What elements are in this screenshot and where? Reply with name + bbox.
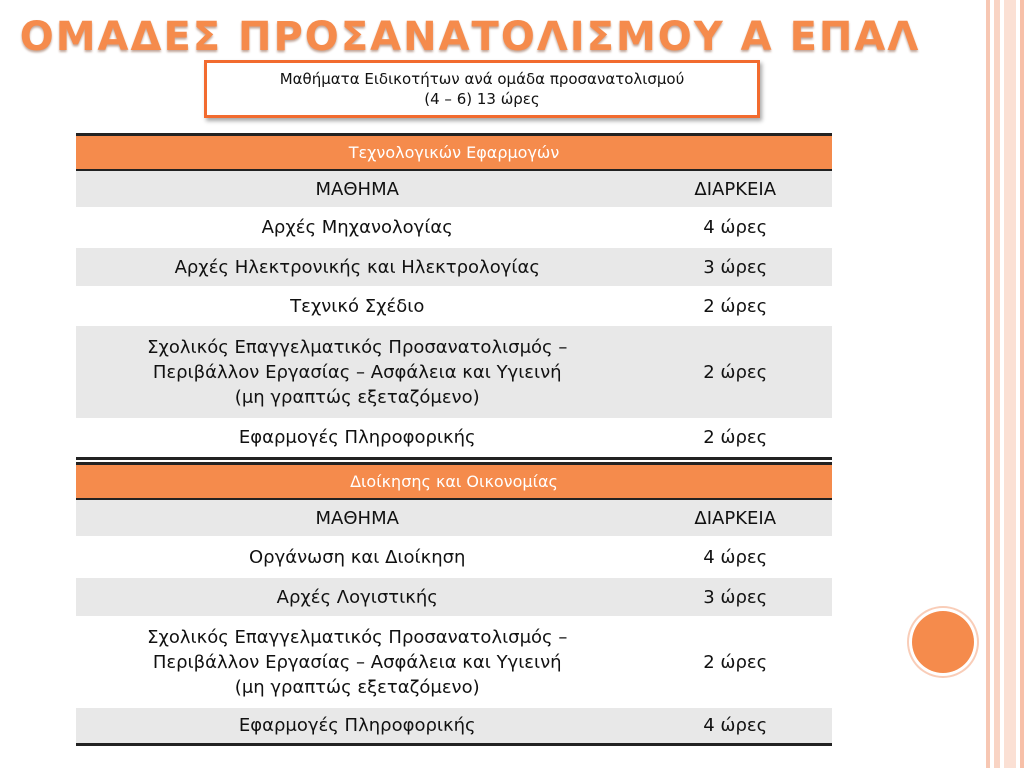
subject-cell [76, 616, 638, 708]
subject-line: (μη γραπτώς εξεταζόμενο) [234, 676, 480, 698]
subject-cell: Οργάνωση και Διοίκηση [249, 546, 466, 568]
duration-cell: 4 ώρες [703, 546, 768, 568]
stripe [1020, 0, 1024, 768]
table-row [76, 536, 832, 578]
table-administration [76, 462, 832, 746]
stripe [986, 0, 990, 768]
subject-cell: Αρχές Μηχανολογίας [261, 217, 453, 238]
table-row [76, 418, 832, 458]
table-row [76, 708, 832, 744]
table-row [76, 578, 832, 616]
column-header-subject: ΜΑΘΗΜΑ [76, 170, 638, 207]
subject-line: (μη γραπτώς εξεταζόμενο) [234, 386, 480, 408]
duration-cell: 4 ώρες [703, 217, 768, 238]
duration-cell: 2 ώρες [703, 651, 768, 673]
table-row [76, 248, 832, 286]
duration-cell: 2 ώρες [703, 295, 768, 317]
subject-cell: Αρχές Λογιστικής [76, 578, 638, 616]
subject-cell: Εφαρμογές Πληροφορικής [76, 418, 638, 458]
table-heading-row [76, 464, 832, 500]
column-header-row [76, 499, 832, 536]
subject-cell: Αρχές Ηλεκτρονικής και Ηλεκτρολογίας [76, 248, 638, 286]
subject-cell: Εφαρμογές Πληροφορικής [76, 708, 638, 744]
duration-cell: 4 ώρες [638, 708, 832, 744]
subject-line: Περιβάλλον Εργασίας – Ασφάλεια και Υγιεινή [152, 361, 562, 383]
subtitle-line2: (4 – 6) 13 ώρες [424, 90, 540, 108]
page-title: ΟΜΑΔΕΣ ΠΡΟΣΑΝΑΤΟΛΙΣΜΟΥ Α ΕΠΑΛ [19, 14, 921, 60]
stripe [994, 0, 1000, 768]
column-header-row [76, 170, 832, 207]
subject-line: Περιβάλλον Εργασίας – Ασφάλεια και Υγιεινή [152, 651, 562, 673]
table-row [76, 616, 832, 708]
duration-cell: 2 ώρες [638, 326, 832, 418]
subject-line: Σχολικός Επαγγελματικός Προσανατολισμός – [147, 626, 568, 648]
stripe [1004, 0, 1016, 768]
subject-cell [76, 326, 638, 418]
subject-line: Σχολικός Επαγγελματικός Προσανατολισμός – [147, 336, 568, 358]
decorative-circle [912, 611, 974, 673]
subject-cell: Τεχνικό Σχέδιο [290, 295, 425, 317]
column-header-duration: ΔΙΑΡΚΕΙΑ [638, 170, 832, 207]
duration-cell: 3 ώρες [638, 578, 832, 616]
duration-cell: 2 ώρες [638, 418, 832, 458]
column-header-duration: ΔΙΑΡΚΕΙΑ [638, 499, 832, 536]
subtitle-line1: Μαθήματα Ειδικοτήτων ανά ομάδα προσανατολισμού [279, 70, 685, 88]
table-row [76, 326, 832, 418]
duration-cell: 3 ώρες [638, 248, 832, 286]
decorative-stripes [984, 0, 1024, 768]
table-heading: Διοίκησης και Οικονομίας [76, 464, 832, 500]
table-row [76, 207, 832, 248]
table-row [76, 286, 832, 326]
table-technology [76, 133, 832, 460]
table-heading-row [76, 135, 832, 171]
subtitle-box [204, 60, 760, 118]
table-heading: Τεχνολογικών Εφαρμογών [76, 135, 832, 171]
column-header-subject: ΜΑΘΗΜΑ [76, 499, 638, 536]
